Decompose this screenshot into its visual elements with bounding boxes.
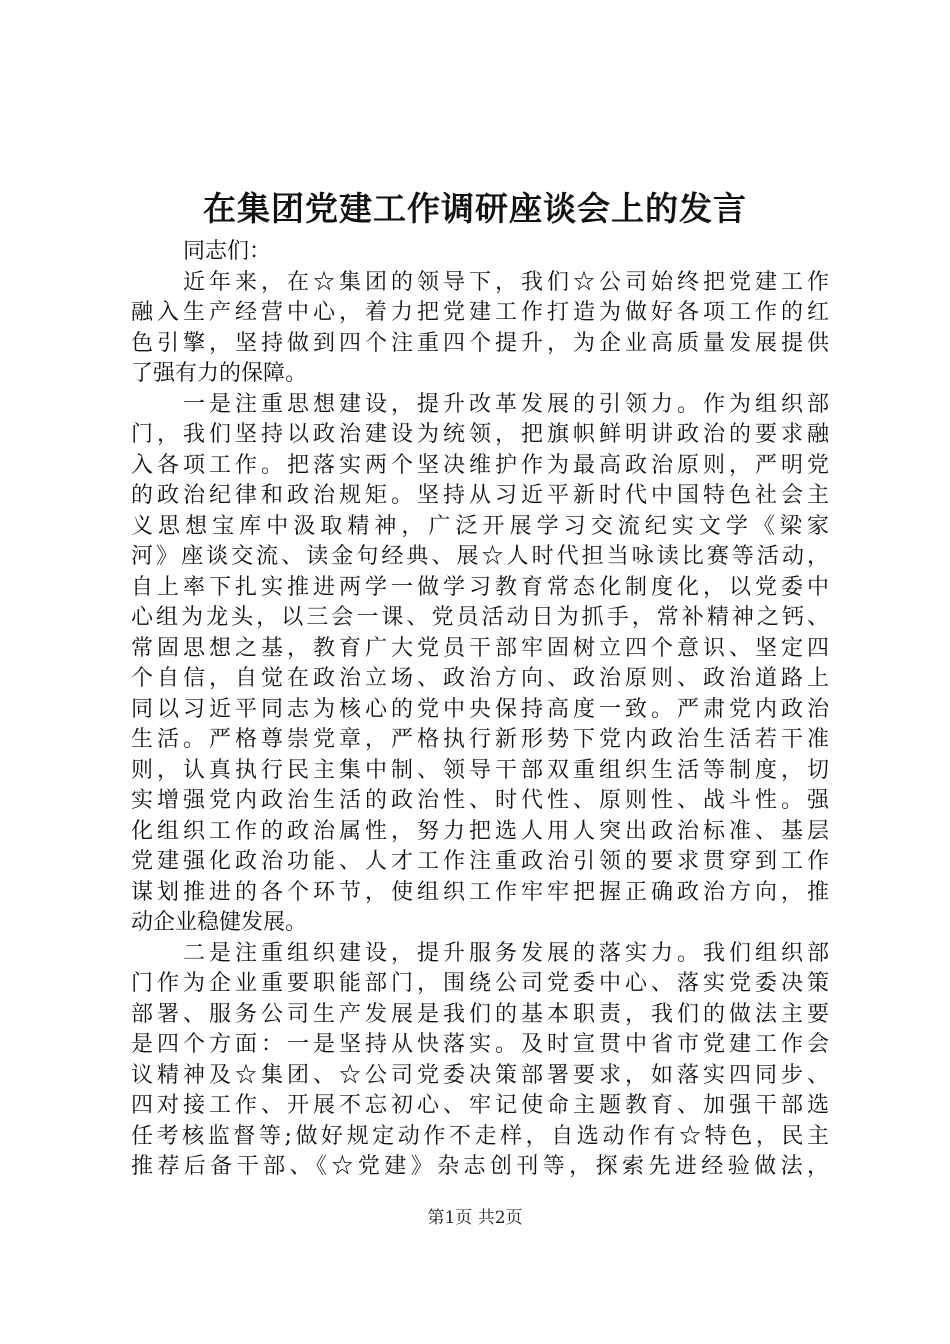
document-title: 在集团党建工作调研座谈会上的发言 (203, 189, 747, 228)
text-line: 个自信，自觉在政治立场、政治方向、政治原则、政治道路上 (131, 666, 829, 691)
text-line: 同志们： (183, 239, 272, 264)
text-line: 是四个方面：一是坚持从快落实。及时宣贯中省市党建工作会 (131, 1032, 829, 1057)
text-line: 近年来，在☆集团的领导下，我们☆公司始终把党建工作 (183, 269, 829, 295)
text-line: 二是注重组织建设，提升服务发展的落实力。我们组织部 (183, 940, 829, 966)
text-line: 色引擎，坚持做到四个注重四个提升，为企业高质量发展提供 (131, 330, 829, 356)
text-line: 实增强党内政治生活的政治性、时代性、原则性、战斗性。强 (131, 788, 829, 813)
text-line: 化组织工作的政治属性，努力把选人用人突出政治标准、基层 (131, 818, 829, 844)
text-line: 议精神及☆集团、☆公司党委决策部署要求，如落实四同步、 (131, 1062, 829, 1088)
text-line: 心组为龙头，以三会一课、党员活动日为抓手，常补精神之钙、 (131, 605, 829, 630)
text-line: 生活。严格尊崇党章，严格执行新形势下党内政治生活若干准 (131, 727, 829, 752)
text-line: 的政治纪律和政治规矩。坚持从习近平新时代中国特色社会主 (131, 483, 829, 508)
text-line: 了强有力的保障。 (131, 361, 308, 386)
text-line: 义思想宝库中汲取精神，广泛开展学习交流纪实文学《梁家 (131, 513, 829, 539)
text-line: 部署、服务公司生产发展是我们的基本职责，我们的做法主要 (131, 1001, 829, 1027)
text-line: 四对接工作、开展不忘初心、牢记使命主题教育、加强干部选 (131, 1093, 829, 1118)
text-line: 自上率下扎实推进两学一做学习教育常态化制度化，以党委中 (131, 574, 829, 600)
text-line: 一是注重思想建设，提升改革发展的引领力。作为组织部 (183, 391, 829, 417)
text-line: 同以习近平同志为核心的党中央保持高度一致。严肃党内政治 (131, 696, 829, 722)
text-line: 河》座谈交流、读金句经典、展☆人时代担当咏读比赛等活动， (131, 544, 829, 569)
text-line: 融入生产经营中心，着力把党建工作打造为做好各项工作的红 (131, 300, 829, 325)
document-body (131, 237, 829, 1183)
text-line: 推荐后备干部、《☆党建》杂志创刊等，探索先进经验做法， (131, 1154, 829, 1179)
text-line: 门作为企业重要职能部门，围绕公司党委中心、落实党委决策 (131, 971, 829, 996)
text-line: 动企业稳健发展。 (131, 910, 308, 935)
page-footer: 第1页 共2页 (427, 1208, 523, 1228)
text-line: 任考核监督等;做好规定动作不走样，自选动作有☆特色，民主 (131, 1123, 829, 1149)
text-line: 常固思想之基，教育广大党员干部牢固树立四个意识、坚定四 (131, 635, 829, 661)
text-line: 则，认真执行民主集中制、领导干部双重组织生活等制度，切 (131, 757, 829, 783)
text-line: 入各项工作。把落实两个坚决维护作为最高政治原则，严明党 (131, 452, 829, 478)
text-line: 党建强化政治功能、人才工作注重政治引领的要求贯穿到工作 (131, 849, 829, 874)
text-line: 谋划推进的各个环节，使组织工作牢牢把握正确政治方向，推 (131, 879, 829, 905)
text-line: 门，我们坚持以政治建设为统领，把旗帜鲜明讲政治的要求融 (131, 422, 829, 447)
